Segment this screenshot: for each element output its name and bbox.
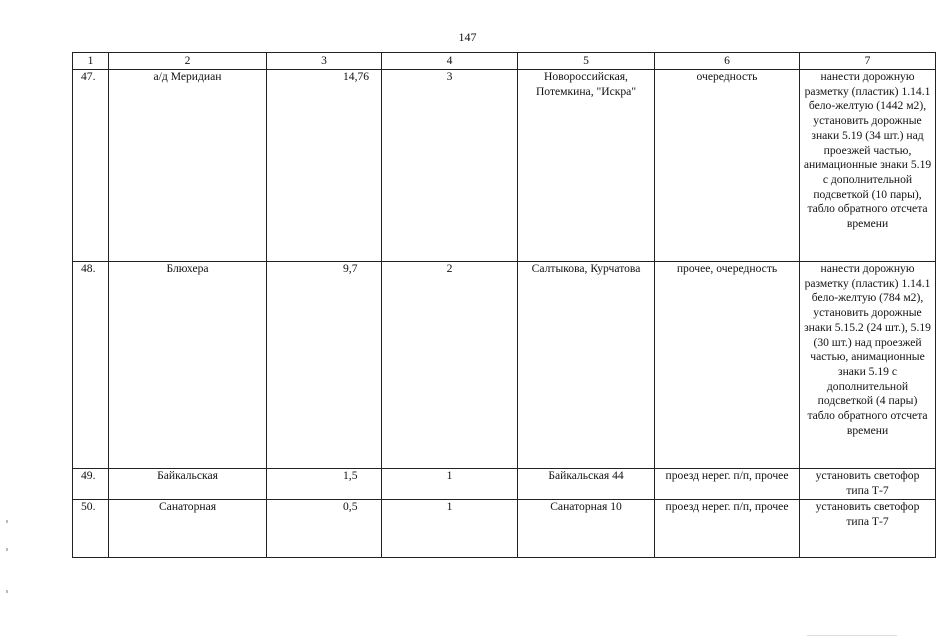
table-row	[73, 70, 936, 262]
crossing-count: 3	[382, 70, 518, 262]
category: очередность	[655, 70, 800, 262]
street-name: Санаторная	[109, 500, 267, 558]
category: проезд нерег. п/п, прочее	[655, 500, 800, 558]
measures: установить светофор типа Т-7	[800, 469, 936, 500]
length-value: 0,5	[267, 500, 382, 558]
column-header: 3	[267, 53, 382, 70]
table-row	[73, 262, 936, 469]
row-number: 50.	[73, 500, 109, 558]
measures: установить светофор типа Т-7	[800, 500, 936, 558]
crossing-count: 1	[382, 500, 518, 558]
scan-mark	[6, 520, 8, 523]
crossing-location: Байкальская 44	[518, 469, 655, 500]
street-name: а/д Меридиан	[109, 70, 267, 262]
column-header: 1	[73, 53, 109, 70]
column-header: 4	[382, 53, 518, 70]
row-number: 49.	[73, 469, 109, 500]
page-number: 147	[458, 30, 477, 44]
category: прочее, очередность	[655, 262, 800, 469]
scan-mark	[6, 548, 8, 551]
scan-edge-line	[807, 635, 897, 636]
scan-mark	[6, 590, 8, 593]
data-table	[72, 52, 936, 558]
crossing-count: 1	[382, 469, 518, 500]
column-header: 6	[655, 53, 800, 70]
length-value: 14,76	[267, 70, 382, 262]
measures: нанести дорожную разметку (пластик) 1.14.1 бело-желтую (1442 м2), установить дорожные знаки 5.19 (34 шт.) над проезжей частью, анимационные знаки 5.19 с дополнительной подсветкой (10 пары), табло обратного отсчета времени	[800, 70, 936, 262]
column-header: 5	[518, 53, 655, 70]
length-value: 1,5	[267, 469, 382, 500]
table-row	[73, 500, 936, 558]
row-number: 47.	[73, 70, 109, 262]
column-header: 7	[800, 53, 936, 70]
column-header: 2	[109, 53, 267, 70]
row-number: 48.	[73, 262, 109, 469]
street-name: Блюхера	[109, 262, 267, 469]
table-header-row	[73, 53, 936, 70]
street-name: Байкальская	[109, 469, 267, 500]
length-value: 9,7	[267, 262, 382, 469]
category: проезд нерег. п/п, прочее	[655, 469, 800, 500]
crossing-location: Санаторная 10	[518, 500, 655, 558]
table-row	[73, 469, 936, 500]
crossing-location: Салтыкова, Курчатова	[518, 262, 655, 469]
crossing-count: 2	[382, 262, 518, 469]
crossing-location: Новороссийская, Потемкина, "Искра"	[518, 70, 655, 262]
measures: нанести дорожную разметку (пластик) 1.14.1 бело-желтую (784 м2), установить дорожные знаки 5.15.2 (24 шт.), 5.19 (30 шт.) над проезжей частью, анимационные знаки 5.19 с дополнительной подсветкой (4 пары) табло обратного отсчета времени	[800, 262, 936, 469]
